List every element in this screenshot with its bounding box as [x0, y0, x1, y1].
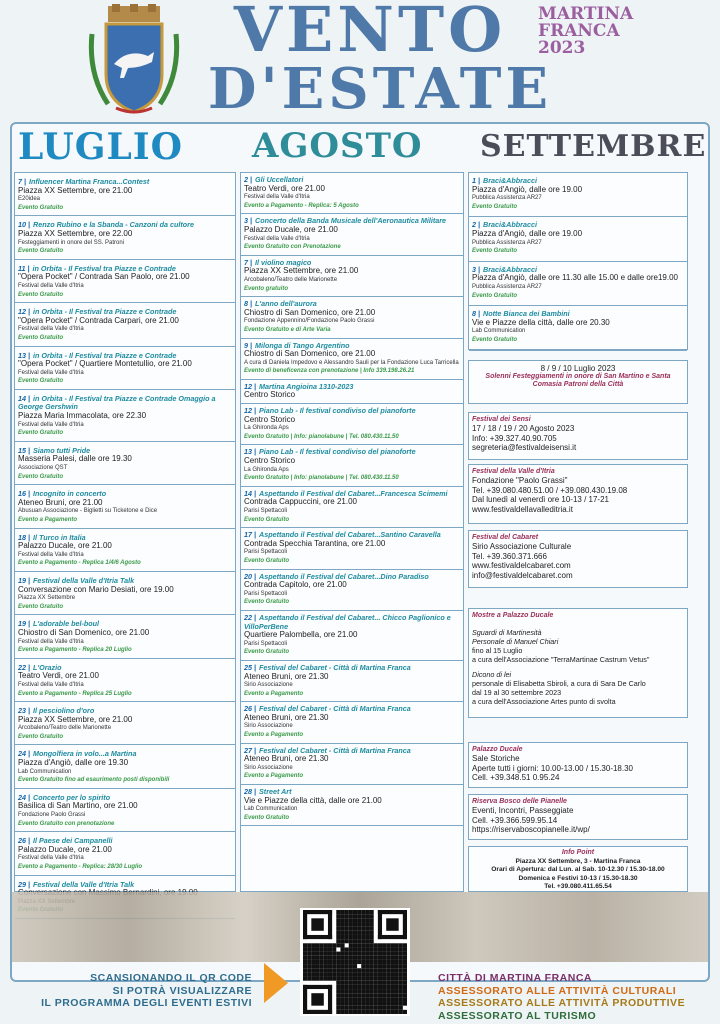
- event-entry: [15, 702, 235, 745]
- event-title: Notte Bianca dei Bambini: [483, 309, 570, 319]
- box-line: Dicono di lei: [472, 670, 512, 679]
- box-line: Cell. +39.366.599.95.14: [472, 815, 558, 825]
- event-day: 19 |: [18, 575, 31, 585]
- festival-sensi-box: [468, 412, 688, 460]
- event-entry: [241, 744, 463, 785]
- event-status: Evento Gratuito: [244, 814, 290, 821]
- box-link[interactable]: www.festivaldellavalleditria.it: [472, 504, 573, 514]
- event-day: 2 |: [472, 220, 481, 230]
- event-day: 23 |: [18, 706, 31, 716]
- event-entry: [241, 785, 463, 826]
- palazzo-ducale-box: [468, 742, 688, 788]
- city-line: ASSESSORATO ALLE ATTIVITÀ CULTURALI: [438, 984, 677, 997]
- event-place: Ateneo Bruni, ore 21.00: [18, 497, 103, 507]
- box-heading: Palazzo Ducale: [472, 746, 523, 753]
- scan-line: SI POTRÀ VISUALIZZARE: [112, 984, 252, 997]
- event-place: Chiostro di San Domenico, ore 21.00: [244, 307, 376, 317]
- event-entry: [15, 485, 235, 528]
- event-place: Vie e Piazze della città, dalle ore 21.00: [244, 795, 382, 805]
- event-status: Evento a Pagamento - Replica 20 Luglio: [18, 647, 132, 654]
- scan-line: IL PROGRAMMA DEGLI EVENTI ESTIVI: [41, 997, 252, 1009]
- event-title: in Orbita - Il Festival tra Piazze e Contrade: [33, 350, 177, 360]
- event-status: Evento Gratuito: [18, 204, 64, 211]
- event-organizer: Parisi Spettacoli: [244, 549, 288, 556]
- event-entry: [15, 347, 235, 390]
- event-place: Contrada Capitolo, ore 21.00: [244, 580, 347, 590]
- side-line: FRANCA: [538, 21, 620, 41]
- info-point-box: [468, 846, 688, 892]
- event-title: Mongolfiera in volo...a Martina: [33, 749, 137, 759]
- event-status: Evento a Pagamento - Replica: 5 Agosto: [244, 202, 359, 209]
- event-organizer: Lab Communication: [244, 806, 298, 813]
- event-entry: [15, 260, 235, 303]
- event-title: L'adorable bel-boul: [33, 619, 100, 629]
- event-title: Festival del Cabaret - Città di Martina Franca: [259, 662, 411, 672]
- box-line: Tel. +39.080.411.65.54: [544, 883, 612, 891]
- event-entry: [241, 661, 463, 702]
- box-line: 17 / 18 / 19 / 20 Agosto 2023: [472, 424, 575, 433]
- event-status: Evento Gratuito | Info: pianolabune | Tel. 080.430.11.50: [244, 433, 399, 440]
- event-status: Evento Gratuito fino ad esaurimento posti disponibili: [18, 777, 170, 784]
- event-place: Contrada Cappuccini, ore 21.00: [244, 497, 357, 507]
- month-luglio: LUGLIO: [18, 126, 183, 168]
- box-line: Tel. +39.080.480.51.00 / +39.080.430.19.08: [472, 485, 628, 495]
- event-organizer: Associazione QST: [18, 465, 68, 472]
- event-title: Il pesciolino d'oro: [33, 706, 95, 716]
- qr-instructions: [40, 972, 252, 1010]
- event-status: Evento Gratuito: [18, 291, 64, 298]
- event-place: Ateneo Bruni, ore 21.30: [244, 754, 329, 764]
- box-line: Aperte tutti i giorni: 10.00-13.00 / 15.30-18.30: [472, 763, 633, 773]
- event-place: Quartiere Palombella, ore 21.00: [244, 630, 358, 640]
- event-entry: [15, 529, 235, 572]
- box-line: Personale di Manuel Chiari: [472, 637, 559, 646]
- event-organizer: Pubblica Assistenza AR27: [472, 283, 542, 290]
- event-day: 12 |: [244, 406, 257, 416]
- event-place: Piazza Maria Immacolata, ore 22.30: [18, 411, 147, 421]
- event-day: 24 |: [18, 792, 31, 802]
- event-status: Evento Gratuito: [472, 336, 518, 343]
- event-entry: [241, 570, 463, 611]
- box-link[interactable]: info@festivaldelcabaret.com: [472, 570, 573, 580]
- box-line: a cura dell'Associazione "TerraMartinae Castrum Vetus": [472, 655, 650, 664]
- event-day: 1 |: [472, 176, 481, 185]
- box-line: Info: +39.327.40.90.705: [472, 433, 557, 443]
- event-title: Siamo tutti Pride: [33, 445, 91, 455]
- event-entry: [15, 832, 235, 875]
- event-status: Evento Gratuito con Prenotazione: [244, 244, 341, 251]
- title-vento: VENTO: [233, 0, 507, 66]
- event-status: Evento gratuito: [244, 285, 289, 292]
- event-place: Conversazione con Mario Desiati, ore 19.00: [18, 584, 174, 594]
- event-status: Evento Gratuito: [18, 603, 64, 610]
- event-title: Influencer Martina Franca...Contest: [29, 177, 150, 186]
- box-link[interactable]: www.festivaldelcabaret.com: [472, 561, 571, 571]
- event-day: 22 |: [18, 662, 31, 672]
- scan-line: SCANSIONANDO IL QR CODE: [90, 972, 252, 984]
- event-organizer: E20idea: [18, 196, 41, 203]
- box-line: Domenica e Festivi 10-13 / 15.30-18.30: [518, 874, 638, 882]
- event-place: Piazza XX Settembre, ore 22.00: [18, 228, 133, 238]
- qr-code-icon[interactable]: [300, 908, 410, 1016]
- event-day: 12 |: [244, 381, 257, 391]
- event-entry: [15, 615, 235, 658]
- event-day: 8 |: [244, 299, 253, 309]
- month-settembre: SETTEMBRE: [480, 129, 707, 164]
- event-day: 26 |: [244, 704, 257, 714]
- event-place: "Opera Pocket" / Contrada San Paolo, ore 21.00: [18, 272, 190, 282]
- event-organizer: Parisi Spettacoli: [244, 590, 288, 597]
- month-headings: [18, 126, 707, 170]
- box-line: Orari di Apertura: dal Lun. al Sab. 10-12.30 / 15.30-18.00: [491, 866, 665, 874]
- event-organizer: Abusuan Associazione - Biglietti su Ticketone e Dice: [18, 508, 158, 515]
- city-line: CITTÀ DI MARTINA FRANCA: [438, 972, 593, 984]
- event-title: Braci&Abbracci: [483, 220, 537, 230]
- event-organizer: Festival della Valle d'Itria: [18, 855, 84, 862]
- event-place: Palazzo Ducale, ore 21.00: [18, 844, 112, 854]
- city-line: ASSESSORATO AL TURISMO: [438, 1009, 597, 1022]
- box-heading: Riserva Bosco delle Pianelle: [472, 798, 567, 805]
- box-line: Cell. +39.348.51 0.95.24: [472, 773, 560, 783]
- event-day: 8 |: [472, 309, 481, 319]
- event-status: Evento a Pagamento: [244, 732, 304, 739]
- event-day: 28 |: [244, 787, 257, 797]
- event-title: Festival del Cabaret - Città di Martina Franca: [259, 745, 411, 755]
- event-place: Teatro Verdi, ore 21.00: [244, 183, 325, 193]
- box-line: personale di Elisabetta Sbiroli, a cura di Sara De Carlo: [472, 679, 646, 688]
- event-title: Il violino magico: [255, 257, 312, 267]
- event-organizer: Parisi Spettacoli: [244, 640, 288, 647]
- event-organizer: Piazza XX Settembre: [18, 595, 76, 602]
- event-title: Renzo Rubino e la Sbanda - Canzoni da cultore: [33, 220, 194, 230]
- event-entry: [15, 572, 235, 615]
- event-status: Evento Gratuito: [244, 557, 290, 564]
- event-title: Piano Lab - Il festival condiviso del pianoforte: [259, 406, 416, 416]
- event-organizer: Lab Communication: [18, 768, 72, 775]
- event-day: 7 |: [18, 177, 27, 186]
- event-entry: [241, 611, 463, 661]
- event-status: Evento Gratuito: [472, 203, 518, 210]
- event-day: 14 |: [244, 488, 257, 498]
- box-line: Dal lunedì al venerdì ore 10-13 / 17-21: [472, 495, 609, 505]
- event-entry: [15, 745, 235, 788]
- month-agosto: AGOSTO: [252, 126, 423, 166]
- event-title: Milonga di Tango Argentino: [255, 340, 350, 350]
- event-status: Evento Gratuito: [244, 649, 290, 656]
- event-day: 26 |: [18, 836, 31, 846]
- event-organizer: Festeggiamenti in onore del SS. Patroni: [18, 239, 125, 246]
- event-title: L'Orazio: [33, 662, 62, 672]
- event-title: Braci&Abbracci: [483, 264, 537, 274]
- event-place: Piazza XX Settembre, ore 21.00: [244, 266, 359, 276]
- event-status: Evento Gratuito: [18, 378, 64, 385]
- box-line: Sguardi di Martinesità: [472, 628, 542, 637]
- event-place: Chiostro di San Domenico, ore 21.00: [18, 627, 150, 637]
- box-line: Tel. +39.360.371.666: [472, 551, 547, 561]
- event-day: 7 |: [244, 257, 253, 267]
- event-organizer: Festival della Valle d'Itria: [244, 194, 310, 201]
- box-line: Sale Storiche: [472, 754, 520, 763]
- box-heading: Festival della Valle d'Itria: [472, 468, 555, 475]
- event-title: L'anno dell'aurora: [255, 299, 317, 309]
- event-title: Gli Uccellatori: [255, 175, 304, 184]
- event-title: Braci&Abbracci: [483, 176, 537, 185]
- event-day: 3 |: [472, 264, 481, 274]
- title-destate: D'ESTATE: [207, 56, 553, 122]
- box-line: fino al 15 Luglio: [472, 646, 523, 655]
- event-status: Evento a Pagamento: [244, 773, 304, 780]
- event-title: Aspettando il Festival del Cabaret...Santino Caravella: [259, 530, 441, 540]
- event-place: "Opera Pocket" / Contrada Carpari, ore 21.00: [18, 315, 179, 325]
- event-title: in Orbita - Il Festival tra Piazze e Contrade Omaggio a George Gershwin: [18, 393, 216, 412]
- event-organizer: Arcobaleno/Teatro delle Marionette: [18, 725, 112, 732]
- event-entry: [15, 659, 235, 702]
- event-status: Evento Gratuito con prenotazione: [18, 820, 115, 827]
- event-entry: [241, 256, 463, 297]
- event-entry: [15, 303, 235, 346]
- event-day: 18 |: [18, 532, 31, 542]
- event-organizer: Sirio Associazione: [244, 682, 293, 689]
- event-entry: [469, 217, 687, 261]
- city-line: ASSESSORATO ALLE ATTIVITÀ PRODUTTIVE: [438, 997, 686, 1009]
- event-title: Concerto per lo spirito: [33, 792, 111, 802]
- event-organizer: Sirio Associazione: [244, 764, 293, 771]
- event-status: Evento Gratuito: [18, 430, 64, 437]
- box-heading: Festival del Cabaret: [472, 534, 539, 541]
- event-organizer: Festival della Valle d'Itria: [244, 235, 310, 242]
- box-line: a cura dell'Associazione Artes punto di svolta: [472, 697, 616, 706]
- event-place: Palazzo Ducale, ore 21.00: [18, 541, 112, 551]
- event-organizer: Festival della Valle d'Itria: [18, 681, 84, 688]
- event-entry: [241, 380, 463, 404]
- agosto-column: [240, 172, 464, 892]
- event-day: 12 |: [18, 307, 31, 317]
- side-line: 2023: [538, 38, 586, 58]
- event-organizer: Festival della Valle d'Itria: [18, 326, 84, 333]
- riserva-box: [468, 794, 688, 840]
- event-day: 22 |: [244, 612, 257, 622]
- event-status: Evento Gratuito: [472, 292, 518, 299]
- event-status: Evento Gratuito: [18, 248, 64, 255]
- event-organizer: Festival della Valle d'Itria: [18, 551, 84, 558]
- patroni-text: Solenni Festeggiamenti in onore di San Martino e Santa Comasia Patroni della Città: [485, 373, 671, 389]
- event-status: Evento di beneficenza con prenotazione | Info 339.198.26.21: [244, 368, 415, 375]
- event-place: Piazza d'Angiò, dalle ore 11.30 alle 15.00 e dalle ore19.00: [472, 273, 678, 283]
- box-line: Sirio Associazione Culturale: [472, 542, 572, 551]
- event-status: Evento Gratuito: [472, 248, 518, 255]
- event-entry: [469, 306, 687, 350]
- event-organizer: Festival della Valle d'Itria: [18, 282, 84, 289]
- event-organizer: Fondazione Paolo Grassi: [18, 812, 86, 819]
- luglio-column: [14, 172, 236, 892]
- event-title: Street Art: [259, 787, 292, 797]
- poster-header: [0, 0, 720, 122]
- event-place: Vie e Piazze della città, dalle ore 20.30: [472, 317, 610, 327]
- box-line: dal 19 al 30 settembre 2023: [472, 688, 562, 697]
- event-organizer: A cura di Daniela Impedovo e Alessandro Sauli per la Fondazione Luca Tarricella: [244, 359, 459, 366]
- event-day: 19 |: [18, 619, 31, 629]
- event-place: Centro Storico: [244, 414, 296, 424]
- event-entry: [241, 214, 463, 255]
- box-link[interactable]: https://riservaboscopianelle.it/wp/: [472, 825, 590, 835]
- event-entry: [15, 789, 235, 832]
- city-offices: [438, 972, 708, 1022]
- event-day: 14 |: [18, 393, 31, 403]
- event-organizer: Parisi Spettacoli: [244, 508, 288, 514]
- event-organizer: Pubblica Assistenza AR27: [472, 239, 542, 246]
- patroni-box: [468, 360, 688, 404]
- event-day: 17 |: [244, 530, 257, 540]
- event-place: Ateneo Bruni, ore 21.30: [244, 712, 329, 722]
- event-place: Piazza XX Settembre, ore 21.00: [18, 185, 133, 195]
- event-day: 11 |: [18, 263, 30, 273]
- event-place: "Opera Pocket" / Quartiere Montetullio, ore 21.00: [18, 359, 192, 369]
- box-link[interactable]: segreteria@festivaldeisensi.it: [472, 443, 577, 453]
- event-status: Evento Gratuito | Info: pianolabune | Tel. 080.430.11.50: [244, 475, 399, 482]
- event-day: 25 |: [244, 662, 257, 672]
- event-place: Masseria Palesi, dalle ore 19.30: [18, 454, 132, 464]
- event-status: Evento Gratuito: [244, 516, 290, 523]
- event-title: Concerto della Banda Musicale dell'Aeronautica Militare: [255, 216, 447, 226]
- event-title: Aspettando il Festival del Cabaret... Chicco Paglionico e VilloPerBene: [244, 612, 451, 631]
- event-organizer: Festival della Valle d'Itria: [18, 638, 84, 645]
- event-status: Evento Gratuito: [18, 473, 64, 480]
- event-entry: [15, 173, 235, 216]
- event-entry: [241, 404, 463, 445]
- event-day: 3 |: [244, 216, 253, 226]
- event-place: Ateneo Bruni, ore 21.30: [244, 671, 329, 681]
- event-status: Evento a Pagamento - Replica 1/4/6 Agosto: [18, 560, 141, 567]
- event-entry: [15, 390, 235, 442]
- box-heading: Info Point: [561, 849, 595, 856]
- event-title: Il Paese dei Campanelli: [33, 836, 113, 846]
- event-status: Evento Gratuito e di Arte Varia: [244, 326, 331, 333]
- event-entry: [469, 262, 687, 306]
- event-entry: [241, 445, 463, 486]
- event-entry: [15, 442, 235, 485]
- event-entry: [15, 216, 235, 259]
- event-place: Piazza XX Settembre, ore 21.00: [18, 714, 133, 724]
- event-entry: [469, 173, 687, 217]
- box-line: Fondazione "Paolo Grassi": [472, 476, 568, 485]
- event-title: Martina Angioina 1310-2023: [259, 381, 354, 391]
- event-organizer: Sirio Associazione: [244, 723, 293, 730]
- event-day: 27 |: [244, 745, 257, 755]
- event-place: Piazza d'Angiò, dalle ore 19.00: [472, 184, 583, 194]
- event-title: Festival della Valle d'Itria Talk: [33, 879, 135, 889]
- event-status: Evento a Pagamento: [244, 690, 304, 697]
- event-title: in Orbita - Il Festival tra Piazze e Contrade: [32, 263, 176, 273]
- event-place: Centro Storico: [244, 390, 296, 400]
- event-entry: [241, 702, 463, 743]
- event-day: 15 |: [18, 445, 31, 455]
- patroni-dates: 8 / 9 / 10 Luglio 2023: [540, 364, 616, 373]
- side-line: MARTINA: [538, 4, 634, 24]
- event-status: Evento a Pagamento: [18, 517, 78, 523]
- martina-franca-2023: [538, 6, 658, 57]
- event-entry: [241, 297, 463, 338]
- event-title: Il Turco in Italia: [33, 532, 86, 542]
- event-day: 2 |: [244, 175, 253, 184]
- event-organizer: Festival della Valle d'Itria: [18, 369, 84, 376]
- arrow-right-icon: [264, 963, 288, 1003]
- event-organizer: Festival della Valle d'Itria: [18, 421, 84, 428]
- box-heading: Festival dei Sensi: [472, 416, 531, 423]
- event-entry: [241, 487, 463, 528]
- event-place: Contrada Specchia Tarantina, ore 21.00: [244, 538, 386, 548]
- event-status: Evento Gratuito: [18, 733, 64, 740]
- event-day: 13 |: [18, 350, 31, 360]
- event-day: 9 |: [244, 340, 253, 350]
- event-status: Evento Gratuito: [18, 334, 64, 341]
- event-status: Evento Gratuito: [244, 599, 290, 606]
- box-line: Eventi, Incontri, Passeggiate: [472, 806, 574, 815]
- event-day: 24 |: [18, 749, 31, 759]
- event-title: Piano Lab - Il festival condiviso del pianoforte: [259, 447, 416, 457]
- event-day: 20 |: [244, 571, 257, 581]
- event-place: Piazza d'Angiò, dalle ore 19.00: [472, 228, 583, 238]
- event-status: Evento a Pagamento - Replica: 28/30 Luglio: [18, 864, 143, 870]
- event-place: Teatro Verdi, ore 21.00: [18, 671, 99, 681]
- event-organizer: Arcobaleno/Teatro delle Marionette: [244, 276, 338, 283]
- event-title: Aspettando il Festival del Cabaret...Francesca Scimemi: [259, 488, 448, 498]
- event-organizer: La Ghironda Aps: [244, 466, 289, 473]
- event-day: 13 |: [244, 447, 257, 457]
- event-day: 29 |: [18, 879, 31, 889]
- mostre-box: [468, 608, 688, 718]
- event-organizer: Lab Communication: [472, 328, 526, 335]
- event-title: Festival della Valle d'Itria Talk: [33, 575, 135, 585]
- event-day: 16 |: [18, 489, 31, 499]
- event-title: Festival del Cabaret - Città di Martina Franca: [259, 704, 411, 714]
- event-entry: [241, 339, 463, 380]
- event-organizer: La Ghironda Aps: [244, 425, 289, 432]
- settembre-column: [468, 172, 688, 350]
- event-entry: [241, 173, 463, 214]
- event-place: Piazza d'Angiò, dalle ore 19.30: [18, 758, 129, 768]
- event-organizer: Pubblica Assistenza AR27: [472, 195, 542, 202]
- event-place: Palazzo Ducale, ore 21.00: [244, 224, 338, 234]
- event-place: Basilica di San Martino, ore 21.00: [18, 801, 138, 811]
- event-entry: [241, 528, 463, 569]
- box-line: Piazza XX Settembre, 3 - Martina Franca: [515, 857, 641, 865]
- event-title: Incognito in concerto: [33, 489, 107, 499]
- event-place: Chiostro di San Domenico, ore 21.00: [244, 349, 376, 359]
- box-heading: Mostre a Palazzo Ducale: [472, 612, 554, 619]
- event-title: in Orbita - Il Festival tra Piazze e Contrade: [33, 307, 177, 317]
- event-title: Aspettando il Festival del Cabaret...Dino Paradiso: [259, 571, 429, 581]
- event-status: Evento a Pagamento - Replica 25 Luglio: [18, 690, 132, 697]
- festival-cabaret-box: [468, 530, 688, 588]
- event-place: Centro Storico: [244, 456, 296, 466]
- festival-valle-itria-box: [468, 464, 688, 524]
- event-day: 10 |: [18, 220, 31, 230]
- event-organizer: Fondazione Appennino/Fondazione Paolo Grassi: [244, 318, 375, 325]
